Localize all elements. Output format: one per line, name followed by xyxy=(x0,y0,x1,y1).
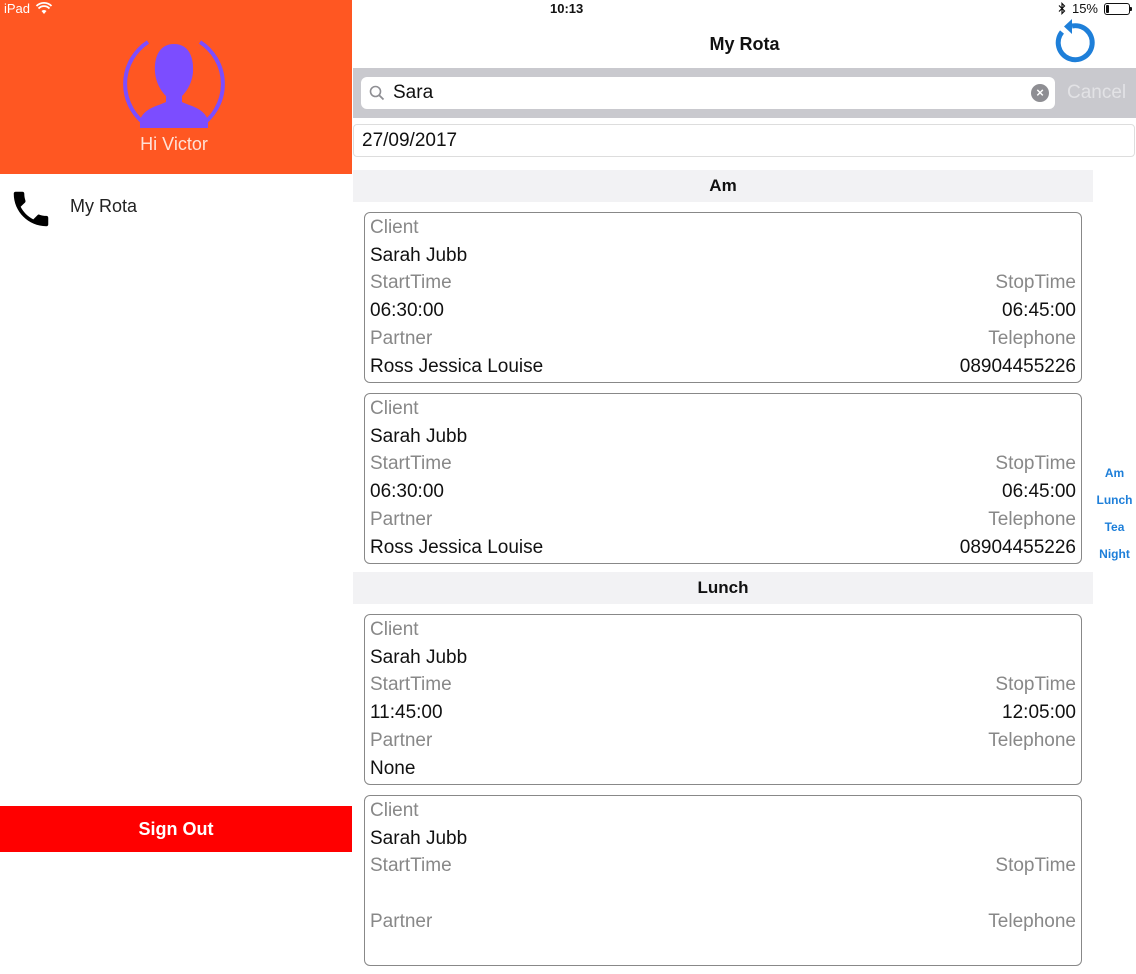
section-index-item[interactable]: Lunch xyxy=(1096,493,1133,507)
card-row xyxy=(370,855,1076,881)
greeting-text: Hi Victor xyxy=(140,134,208,154)
rota-card[interactable] xyxy=(364,212,1082,383)
battery-icon xyxy=(1104,3,1130,15)
search-input[interactable] xyxy=(393,79,1023,107)
section-index-item[interactable]: Night xyxy=(1099,547,1130,561)
rota-list xyxy=(353,170,1093,974)
client-label: Client xyxy=(370,398,419,419)
telephone-label: Telephone xyxy=(988,910,1076,932)
stop-time-label: StopTime xyxy=(995,674,1076,696)
partner-label: Partner xyxy=(370,729,433,751)
telephone-value: 08904455226 xyxy=(959,355,1076,377)
stop-time-value: 06:45:00 xyxy=(1002,300,1076,322)
status-time: 10:13 xyxy=(550,1,584,16)
card-row xyxy=(370,537,1076,563)
card-row xyxy=(370,272,1076,298)
start-time-label: StartTime xyxy=(370,855,452,877)
partner-label: Partner xyxy=(370,910,433,932)
card-row xyxy=(370,481,1076,507)
client-value: Sarah Jubb xyxy=(370,646,468,668)
partner-value: Ross Jessica Louise xyxy=(370,355,544,377)
stop-time-label: StopTime xyxy=(995,855,1076,877)
client-label: Client xyxy=(370,217,419,238)
user-avatar-icon xyxy=(120,36,228,132)
battery-percent: 15% xyxy=(1071,1,1098,16)
page-title: My Rota xyxy=(709,34,780,54)
start-time-label: StartTime xyxy=(370,272,452,294)
card-row xyxy=(370,674,1076,700)
client-value: Sarah Jubb xyxy=(370,827,468,849)
partner-label: Partner xyxy=(370,327,433,349)
card-row xyxy=(370,647,1076,673)
telephone-label: Telephone xyxy=(988,508,1076,530)
section-index-item[interactable]: Am xyxy=(1104,466,1125,480)
section-header: Lunch xyxy=(353,572,1093,604)
card-row xyxy=(370,328,1076,354)
card-row xyxy=(370,245,1076,271)
date-field[interactable] xyxy=(353,124,1135,157)
status-left xyxy=(4,1,52,16)
card-row xyxy=(370,730,1076,756)
section-index-item[interactable]: Tea xyxy=(1104,520,1125,534)
status-bar xyxy=(0,0,1136,18)
client-value: Sarah Jubb xyxy=(370,425,468,447)
bluetooth-icon xyxy=(1058,2,1066,15)
start-time-value: 06:30:00 xyxy=(370,481,444,503)
search-icon xyxy=(369,85,385,101)
card-row xyxy=(370,453,1076,479)
client-label: Client xyxy=(370,800,419,821)
card-row xyxy=(370,300,1076,326)
wifi-icon xyxy=(36,3,52,15)
card-row xyxy=(370,758,1076,784)
clear-search-icon[interactable]: × xyxy=(1031,84,1049,102)
client-label: Client xyxy=(370,619,419,640)
rota-card[interactable] xyxy=(364,393,1082,564)
main-panel xyxy=(353,0,1136,932)
start-time-label: StartTime xyxy=(370,453,452,475)
rota-card[interactable] xyxy=(364,614,1082,785)
card-row xyxy=(370,911,1076,937)
menu-header xyxy=(0,0,352,174)
stop-time-label: StopTime xyxy=(995,272,1076,294)
start-time-value: 06:30:00 xyxy=(370,300,444,322)
status-right xyxy=(1058,1,1130,16)
menu-item-my-rota[interactable] xyxy=(0,184,352,232)
telephone-label: Telephone xyxy=(988,327,1076,349)
card-row xyxy=(370,800,1076,826)
card-row xyxy=(370,356,1076,382)
cancel-button[interactable]: Cancel xyxy=(1067,82,1127,103)
telephone-value: 08904455226 xyxy=(959,536,1076,558)
partner-value: Ross Jessica Louise xyxy=(370,536,544,558)
card-row xyxy=(370,398,1076,424)
section-index xyxy=(1093,460,1136,568)
rota-card[interactable] xyxy=(364,795,1082,966)
card-row xyxy=(370,939,1076,965)
menu-item-label: My Rota xyxy=(70,196,138,216)
search-field xyxy=(361,77,1055,109)
phone-icon xyxy=(8,186,54,232)
search-bar xyxy=(353,68,1136,118)
start-time-label: StartTime xyxy=(370,674,452,696)
section-header: Am xyxy=(353,170,1093,202)
card-row xyxy=(370,828,1076,854)
refresh-button[interactable] xyxy=(1047,20,1097,68)
card-row xyxy=(370,509,1076,535)
card-row xyxy=(370,426,1076,452)
card-row xyxy=(370,217,1076,243)
stop-time-value: 12:05:00 xyxy=(1002,702,1076,724)
stop-time-label: StopTime xyxy=(995,453,1076,475)
telephone-label: Telephone xyxy=(988,729,1076,751)
partner-value: None xyxy=(370,757,416,779)
card-row xyxy=(370,702,1076,728)
start-time-value: 11:45:00 xyxy=(370,702,443,724)
client-value: Sarah Jubb xyxy=(370,244,468,266)
sign-out-button[interactable]: Sign Out xyxy=(0,806,352,852)
partner-label: Partner xyxy=(370,508,433,530)
refresh-icon xyxy=(1048,20,1096,66)
device-name: iPad xyxy=(4,1,31,16)
stop-time-value: 06:45:00 xyxy=(1002,481,1076,503)
card-row xyxy=(370,883,1076,909)
side-menu xyxy=(0,0,352,852)
navigation-bar xyxy=(353,18,1136,68)
card-row xyxy=(370,619,1076,645)
